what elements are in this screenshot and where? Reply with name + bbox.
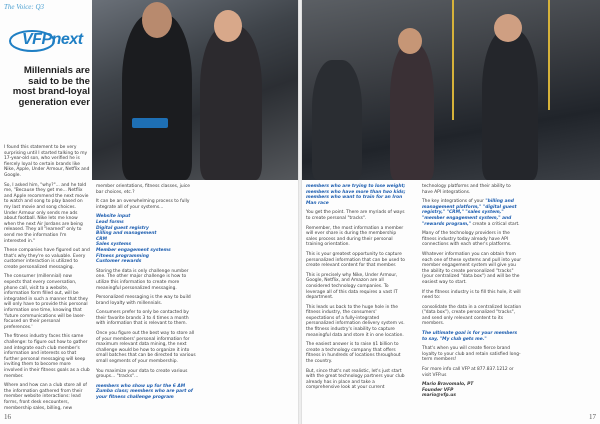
- author-email: mario@vfp.us: [422, 393, 456, 399]
- list-item: Customer rewards: [96, 259, 142, 265]
- paragraph: You get the point. There are myriads of ways to create personal "tracks".: [306, 210, 405, 221]
- member-head: [494, 14, 522, 42]
- member-figure: [312, 60, 362, 180]
- list-item: Digital guest registry: [96, 225, 149, 231]
- highlight-text: "billing and management platform," "digital guest registry," "CRM," "sales system," "member engagement system," and "rewards program,": [422, 199, 517, 227]
- paragraph: It can be an overwhelming process to fully integrate all of your systems...: [96, 199, 190, 210]
- client-head: [214, 10, 242, 42]
- paragraph: The easiest answer is to raise $1 billion to create a technology company that offers fitness in hundreds of locations throughout the country.: [306, 342, 401, 365]
- trainer-figure: [122, 14, 192, 180]
- paragraph: technology platforms and their ability to have API integrations.: [422, 184, 511, 195]
- author-title: Founder VFP: [422, 387, 454, 393]
- paragraph: Remember, the most information a member will ever share is during the membership sales process and during their personal training orientation.: [306, 225, 404, 248]
- member-figure: [482, 30, 538, 180]
- list-item: Fitness programming: [96, 253, 149, 259]
- section-title: The Voice: Q3: [4, 3, 45, 11]
- signature-block: [422, 382, 522, 399]
- left-page: [0, 0, 298, 424]
- goal-highlight: The ultimate goal is for your members to say, "My club gets me.": [422, 331, 518, 342]
- trx-strap: [452, 0, 454, 120]
- paragraph: Storing the data is only challenge number one. The other major challenge is how to utilize this information to create more meaningful personalized messaging.: [96, 268, 189, 291]
- contact-info: For more info call VFP at 877.837.1212 or visit VFP.us: [422, 367, 514, 378]
- paragraph: Once you figure out the best way to store all of your members' personal information for maximum relevant data mining, the next challenge would be how to organize it into small batches that can be directed to various small segments of your membership.: [96, 331, 196, 365]
- paragraph: These companies have figured out and that's why they're so valuable. Every customer interaction is utilized to create personalized messaging.: [4, 248, 90, 270]
- logo-text: VFPnext: [22, 31, 83, 48]
- trx-strap: [548, 0, 550, 110]
- article-headline: Millennials are said to be the most brand-loyal generation ever: [12, 65, 90, 108]
- paragraph: So, I asked him, "why?"... and he told me, "Because they get me... Netflix and Apple recommend the next movie to watch and song to play based on my last movie and song choices. Under Armour only sends me ads about football. Nike lets me know when the next Air Jordans are being released. They all "learned" only to send me the information I'm interested in.": [4, 182, 89, 244]
- paragraph: Personalized messaging is the way to build brand loyalty with millennials.: [96, 295, 191, 306]
- paragraph: Many of the technology providers in the fitness industry today already have API connections with each other's platforms.: [422, 231, 512, 248]
- gym-class-photo: [302, 0, 600, 180]
- paragraph: The consumer (millennial) now expects that every conversation, phone call, visit to a website, information form filled out, will be integrated in such a manner that they will only have to provide this personal information one time, knowing that 'future communications will be laser-focused on their personal preferences.': [4, 274, 89, 330]
- list-item: Sales systems: [96, 242, 132, 248]
- list-item: Member engagement systems: [96, 247, 171, 253]
- highlight-text: members who are trying to lose weight; members who have more than two kids; members who want to train for an Iron Man race: [306, 184, 406, 206]
- text: create a critical start.: [472, 221, 520, 227]
- paragraph: If the fitness industry is to fill this hole, it will need to:: [422, 289, 521, 301]
- page-number-right: 17: [589, 413, 596, 421]
- paragraph: This is your greatest opportunity to capture personalized information that can be used to create relevant content for that member.: [306, 251, 405, 269]
- page-number-left: 16: [4, 413, 11, 421]
- list-item: Website input: [96, 214, 131, 220]
- highlight-text: members who show up for the 6 AM Zumba class; members who are part of your fitness challenge program: [96, 383, 193, 400]
- member-head: [398, 28, 422, 54]
- author-name: Mario Bravomalo, PT: [422, 382, 474, 388]
- trainer-head: [142, 2, 172, 38]
- paragraph: This leads us back to the huge hole in the fitness industry, the consumers' expectations of a fully-integrated personalized information delivery system vs. the fitness industry's inability to capture meaningful data and store it in one location.: [306, 304, 405, 338]
- paragraph: That's when you will create fierce brand loyalty to your club and retain satisfied long-term members!: [422, 346, 521, 363]
- shirt-logo: [132, 118, 168, 128]
- vfpnext-logo: [8, 28, 92, 54]
- paragraph: You maximize your data to create various groups... "tracks"...: [96, 368, 188, 380]
- paragraph: This is precisely why Nike, Under Armour, Google, Netflix, and Amazon are all considered technology companies. To leverage all of this data requires a vast IT department.: [306, 272, 398, 301]
- paragraph: I found this statement to be very surprising until I started talking to my 17-year-old son, who verified he is fiercely loyal to certain brands like Nike, Apple, Under Armour, Netflix and Google.: [4, 145, 90, 178]
- right-page: [302, 0, 600, 424]
- paragraph: consolidate the data in a centralized location ("data box"), create personalized "tracks", and send only relevant content to its members.: [422, 304, 522, 327]
- paragraph: member orientations, fitness classes, juice bar choices, etc.?: [96, 184, 190, 195]
- paragraph: The fitness industry faces this same challenge: to figure out how to gather and integrate each club member's information and interests so that further personal messaging will keep inviting them to become more involved in their fitness goals as a club member.: [4, 334, 90, 379]
- left-column-2: [96, 184, 196, 405]
- list-item: CRM: [96, 236, 107, 242]
- systems-list: [96, 214, 196, 264]
- paragraph: Where and how can a club store all of the information gathered from their member website interactions: lead forms, front desk encounters, membership sales, billing, new: [4, 383, 87, 411]
- paragraph-integrations: [422, 199, 522, 227]
- paragraph: But, since that's not realistic, let's just start with the great technology partners your club already has in place and take a comprehensive look at your current: [306, 368, 405, 391]
- paragraph: Whatever information you can obtain from each one of these systems and pull into your member engagement system will give you the ability to create personalized "tracks" (your centralized "data box") and will be the easiest way to start.: [422, 251, 522, 285]
- list-item: Billing and management: [96, 231, 157, 237]
- list-item: Lead forms: [96, 219, 124, 225]
- left-column-1: [4, 145, 90, 415]
- right-column-2: [422, 184, 522, 403]
- paragraph: Consumers prefer to only be contacted by their favorite brands 3 to 4 times a month with information that is relevant to them.: [96, 310, 189, 327]
- client-figure: [200, 26, 262, 180]
- member-figure: [390, 44, 434, 180]
- right-column-1: [306, 184, 406, 395]
- trainer-photo: [92, 0, 298, 180]
- text: The key integrations of your: [422, 199, 484, 205]
